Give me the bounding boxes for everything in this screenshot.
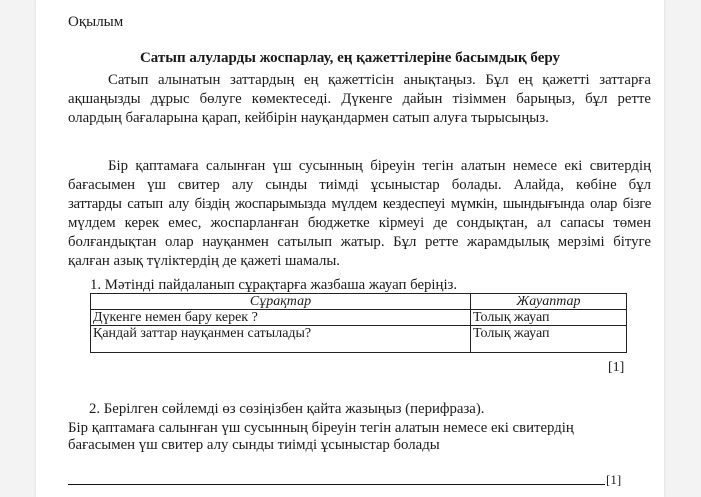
paragraph-line: ақшаңызды дұрыс бөлуге көмектеседі. Дүкенге дайын тізіммен барыңыз, бұл ретте — [68, 91, 651, 107]
task-2-sentence — [68, 420, 574, 454]
paragraph-2 — [68, 157, 651, 271]
sentence-line: Бір қаптамаға салынған үш сусынның біреуін тегін алатын немесе екі свитердің — [68, 420, 574, 436]
document-title: Сатып алуларды жоспарлау, ең қажеттілеріне басымдық беру — [139, 50, 561, 66]
section-label: Оқылым — [68, 14, 124, 30]
table-row — [91, 326, 627, 353]
task-1-prompt: 1. Мәтінді пайдаланып сұрақтарға жазбаша жауап беріңіз. — [90, 277, 458, 293]
answer-line[interactable] — [68, 484, 605, 485]
qa-table — [90, 293, 627, 353]
paragraph-line: заттарды сатып алу біздің жоспарымызда мүлдем кездеспеуі мүмкін, шындығында олар бізге — [68, 196, 651, 212]
questions-header: Сұрақтар — [91, 294, 471, 310]
paragraph-line: олардың бағаларына қарап, кейбірін науқандармен сатып алуға тырысыңыз. — [68, 110, 549, 126]
answers-header: Жауаптар — [471, 294, 627, 310]
paragraph-line: болғандықтан олар науқанмен сатылып жатыр. Бұл ретте жарамдылық мерзімі бітуге — [68, 234, 651, 250]
task-2-mark: [1] — [606, 472, 622, 487]
qa-header-row — [91, 294, 627, 310]
question-cell: Қандай заттар науқанмен сатылады? — [91, 326, 471, 353]
sentence-line: бағасымен үш свитер алу сынды тиімді ұсыныстар болады — [68, 437, 440, 453]
task-2-prompt: 2. Берілген сөйлемді өз сөзіңізбен қайта жазыңыз (перифраза). — [89, 401, 485, 417]
paragraph-line: Бір қаптамаға салынған үш сусынның біреуін тегін алатын немесе екі свитердің — [108, 158, 651, 174]
worksheet-page — [36, 0, 664, 497]
table-row — [91, 310, 627, 326]
answer-cell[interactable]: Толық жауап — [471, 326, 627, 353]
paragraph-line: қалған азық түліктердің де қажеті шамалы. — [68, 253, 340, 269]
question-cell: Дүкенге немен бару керек ? — [91, 310, 471, 326]
paragraph-1 — [68, 71, 651, 128]
paragraph-line: бағасымен үш свитер алу сынды тиімді ұсыныстар болады. Алайда, көбіне бұл — [68, 177, 651, 193]
task-1-mark: [1] — [608, 360, 625, 375]
answer-cell[interactable]: Толық жауап — [471, 310, 627, 326]
paragraph-line: мүлдем керек емес, жоспарланған бюджетке кірмеуі де сондықтан, ал сапасы төмен — [68, 215, 651, 231]
paragraph-line: Сатып алынатын заттардың ең қажеттісін анықтаңыз. Бұл ең қажетті заттарға — [108, 72, 651, 88]
